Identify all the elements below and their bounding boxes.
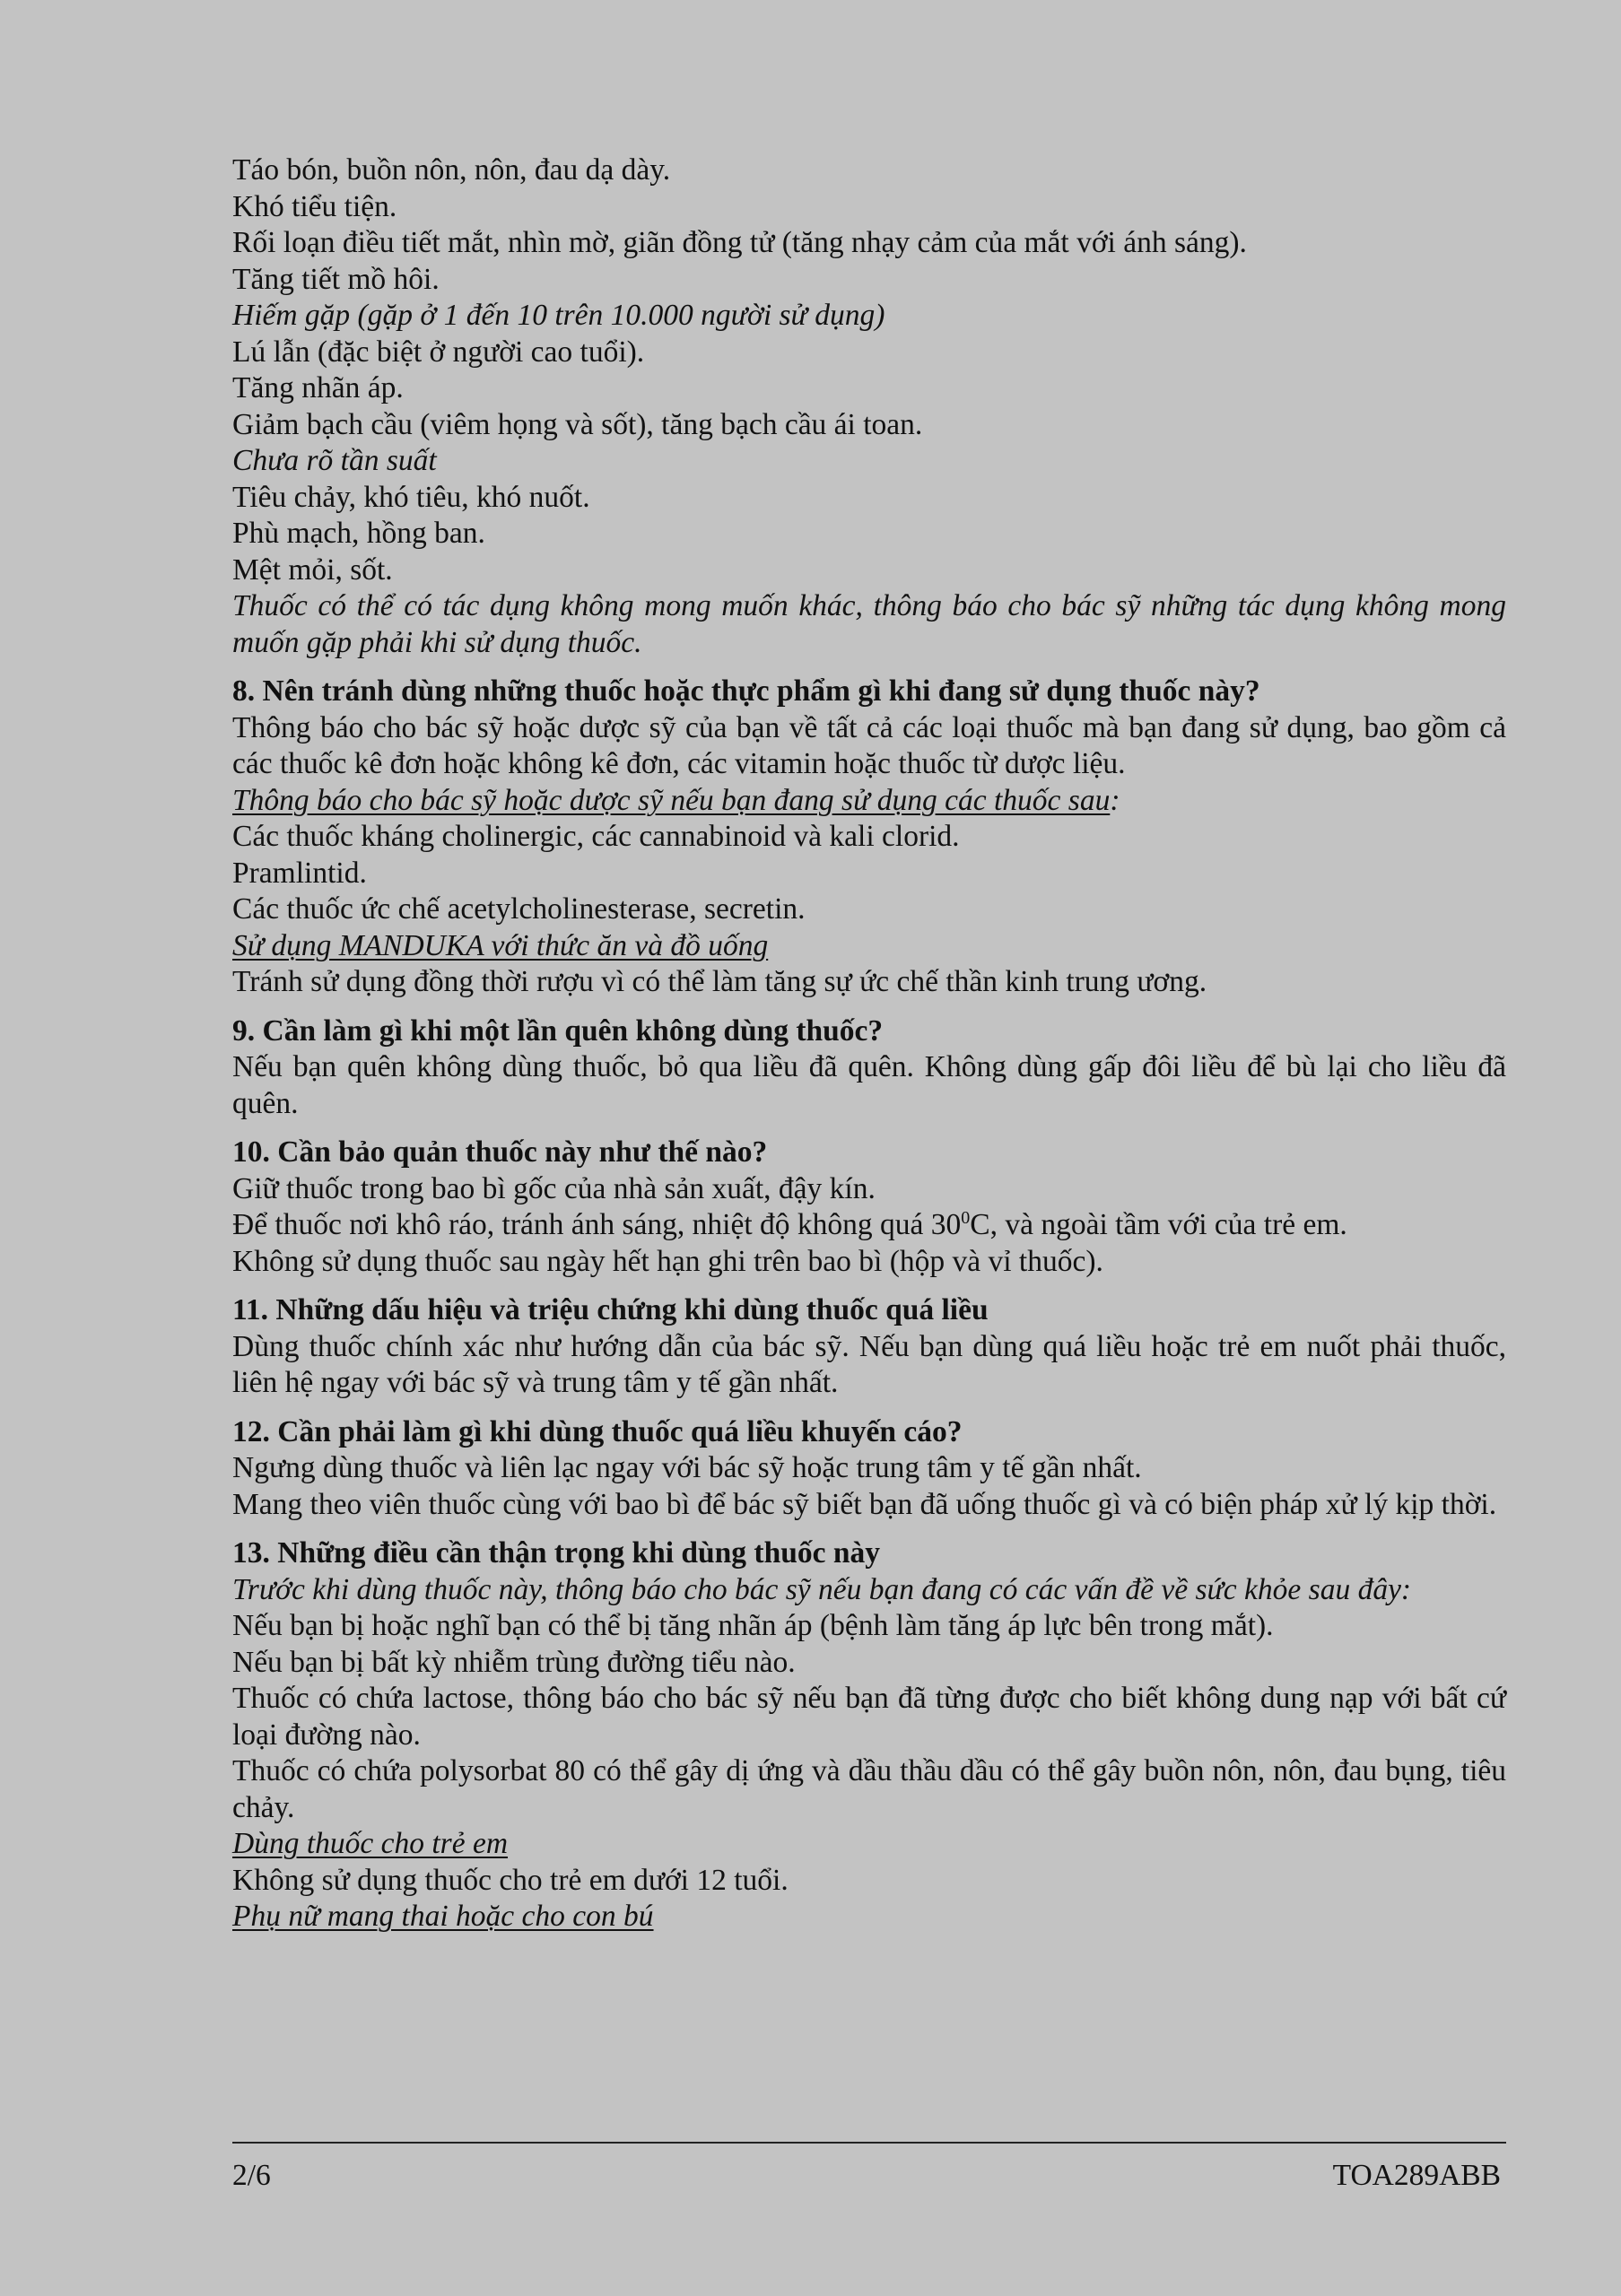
side-effect-line: Mệt mỏi, sốt. <box>232 552 393 587</box>
unknown-frequency-heading: Chưa rõ tần suất <box>232 444 437 477</box>
children-heading: Dùng thuốc cho trẻ em <box>232 1827 509 1860</box>
pregnancy-heading: Phụ nữ mang thai hoặc cho con bú <box>232 1900 654 1933</box>
side-effect-line: Khó tiểu tiện. <box>232 189 397 223</box>
page-number: 2/6 <box>232 2159 271 2192</box>
section-8-title: 8. Nên tránh dùng những thuốc hoặc thực phẩm gì khi đang sử dụng thuốc này? <box>232 674 1260 708</box>
caution-text: Thuốc có chứa polysorbat 80 có thể gây dị ứng và dầu thầu dầu có thể gây buồn nôn, nôn, đau bụng, tiêu chảy. <box>232 1754 1506 1824</box>
overdose-text: Mang theo viên thuốc cùng với bao bì để bác sỹ biết bạn đã uống thuốc gì và có biện pháp xử lý kịp thời. <box>232 1487 1497 1521</box>
drug-line: Các thuốc ức chế acetylcholinesterase, secretin. <box>232 892 806 926</box>
storage-temperature-before: Để thuốc nơi khô ráo, tránh ánh sáng, nhiệt độ không quá 30 <box>232 1208 962 1241</box>
side-effect-line: Phù mạch, hồng ban. <box>232 517 485 550</box>
drugs-heading-colon: : <box>1110 783 1120 817</box>
side-effect-line: Tiêu chảy, khó tiêu, khó nuốt. <box>232 480 590 514</box>
overdose-line: Ngưng dùng thuốc và liên lạc ngay với bác sỹ hoặc trung tâm y tế gần nhất. <box>232 1451 1142 1484</box>
page-content <box>232 152 1506 1935</box>
section-9-text: Nếu bạn quên không dùng thuốc, bỏ qua liều đã quên. Không dùng gấp đôi liều để bù lại cho liều đã quên. <box>232 1050 1506 1120</box>
section-8-intro: Thông báo cho bác sỹ hoặc dược sỹ của bạn về tất cả các loại thuốc mà bạn đang sử dụng, bao gồm cả các thuốc kê đơn hoặc không kê đơn, các vitamin hoặc thuốc từ dược liệu. <box>232 710 1506 780</box>
caution-text: Thuốc có chứa lactose, thông báo cho bác sỹ nếu bạn đã từng được cho biết không dung nạp với bất cứ loại đường nào. <box>232 1682 1506 1752</box>
footer-divider <box>232 2142 1506 2144</box>
storage-temperature-line <box>232 1207 1506 1244</box>
side-effect-line: Tăng tiết mồ hôi. <box>232 262 440 296</box>
drug-line: Các thuốc kháng cholinergic, các cannabinoid và kali clorid. <box>232 820 960 853</box>
side-effects-note: Thuốc có thể có tác dụng không mong muốn khác, thông báo cho bác sỹ những tác dụng không mong muốn gặp phải khi sử dụng thuốc. <box>232 589 1506 659</box>
section-12-title: 12. Cần phải làm gì khi dùng thuốc quá liều khuyến cáo? <box>232 1414 963 1448</box>
side-effect-line: Táo bón, buồn nôn, nôn, đau dạ dày. <box>232 153 671 187</box>
side-effect-line: Tăng nhãn áp. <box>232 371 404 404</box>
rare-frequency-heading: Hiếm gặp (gặp ở 1 đến 10 trên 10.000 người sử dụng) <box>232 299 885 332</box>
side-effect-line: Lú lẫn (đặc biệt ở người cao tuổi). <box>232 335 645 369</box>
document-code: TOA289ABB <box>1332 2159 1501 2192</box>
side-effect-line: Rối loạn điều tiết mắt, nhìn mờ, giãn đồng tử (tăng nhạy cảm của mắt với ánh sáng). <box>232 226 1247 259</box>
drug-line: Pramlintid. <box>232 856 367 890</box>
drugs-heading <box>232 783 1506 820</box>
section-10-title: 10. Cần bảo quản thuốc này như thế nào? <box>232 1135 768 1169</box>
section-11-title: 11. Những dấu hiệu và triệu chứng khi dùng thuốc quá liều <box>232 1293 989 1326</box>
degree-superscript: 0 <box>961 1207 971 1228</box>
section-11-text: Dùng thuốc chính xác như hướng dẫn của bác sỹ. Nếu bạn dùng quá liều hoặc trẻ em nuốt phải thuốc, liên hệ ngay với bác sỹ và trung tâm y tế gần nhất. <box>232 1329 1506 1399</box>
section-13-intro: Trước khi dùng thuốc này, thông báo cho bác sỹ nếu bạn đang có các vấn đề về sức khỏe sau đây: <box>232 1572 1412 1606</box>
storage-line: Giữ thuốc trong bao bì gốc của nhà sản xuất, đậy kín. <box>232 1171 876 1205</box>
section-9-title: 9. Cần làm gì khi một lần quên không dùng thuốc? <box>232 1013 884 1048</box>
caution-line: Nếu bạn bị hoặc nghĩ bạn có thể bị tăng nhãn áp (bệnh làm tăng áp lực bên trong mắt). <box>232 1609 1274 1642</box>
side-effect-line: Giảm bạch cầu (viêm họng và sốt), tăng bạch cầu ái toan. <box>232 407 923 441</box>
drugs-heading-text: Thông báo cho bác sỹ hoặc dược sỹ nếu bạn đang sử dụng các thuốc sau <box>232 783 1111 817</box>
children-line: Không sử dụng thuốc cho trẻ em dưới 12 tuổi. <box>232 1863 789 1897</box>
caution-line: Nếu bạn bị bất kỳ nhiễm trùng đường tiểu nào. <box>232 1645 796 1679</box>
section-13-title: 13. Những điều cần thận trọng khi dùng thuốc này <box>232 1536 880 1570</box>
storage-line: Không sử dụng thuốc sau ngày hết hạn ghi trên bao bì (hộp và vỉ thuốc). <box>232 1244 1103 1278</box>
food-heading: Sử dụng MANDUKA với thức ăn và đồ uống <box>232 928 769 962</box>
storage-temperature-after: C, và ngoài tầm với của trẻ em. <box>970 1208 1347 1241</box>
food-line: Tránh sử dụng đồng thời rượu vì có thể làm tăng sự ức chế thần kinh trung ương. <box>232 965 1207 998</box>
